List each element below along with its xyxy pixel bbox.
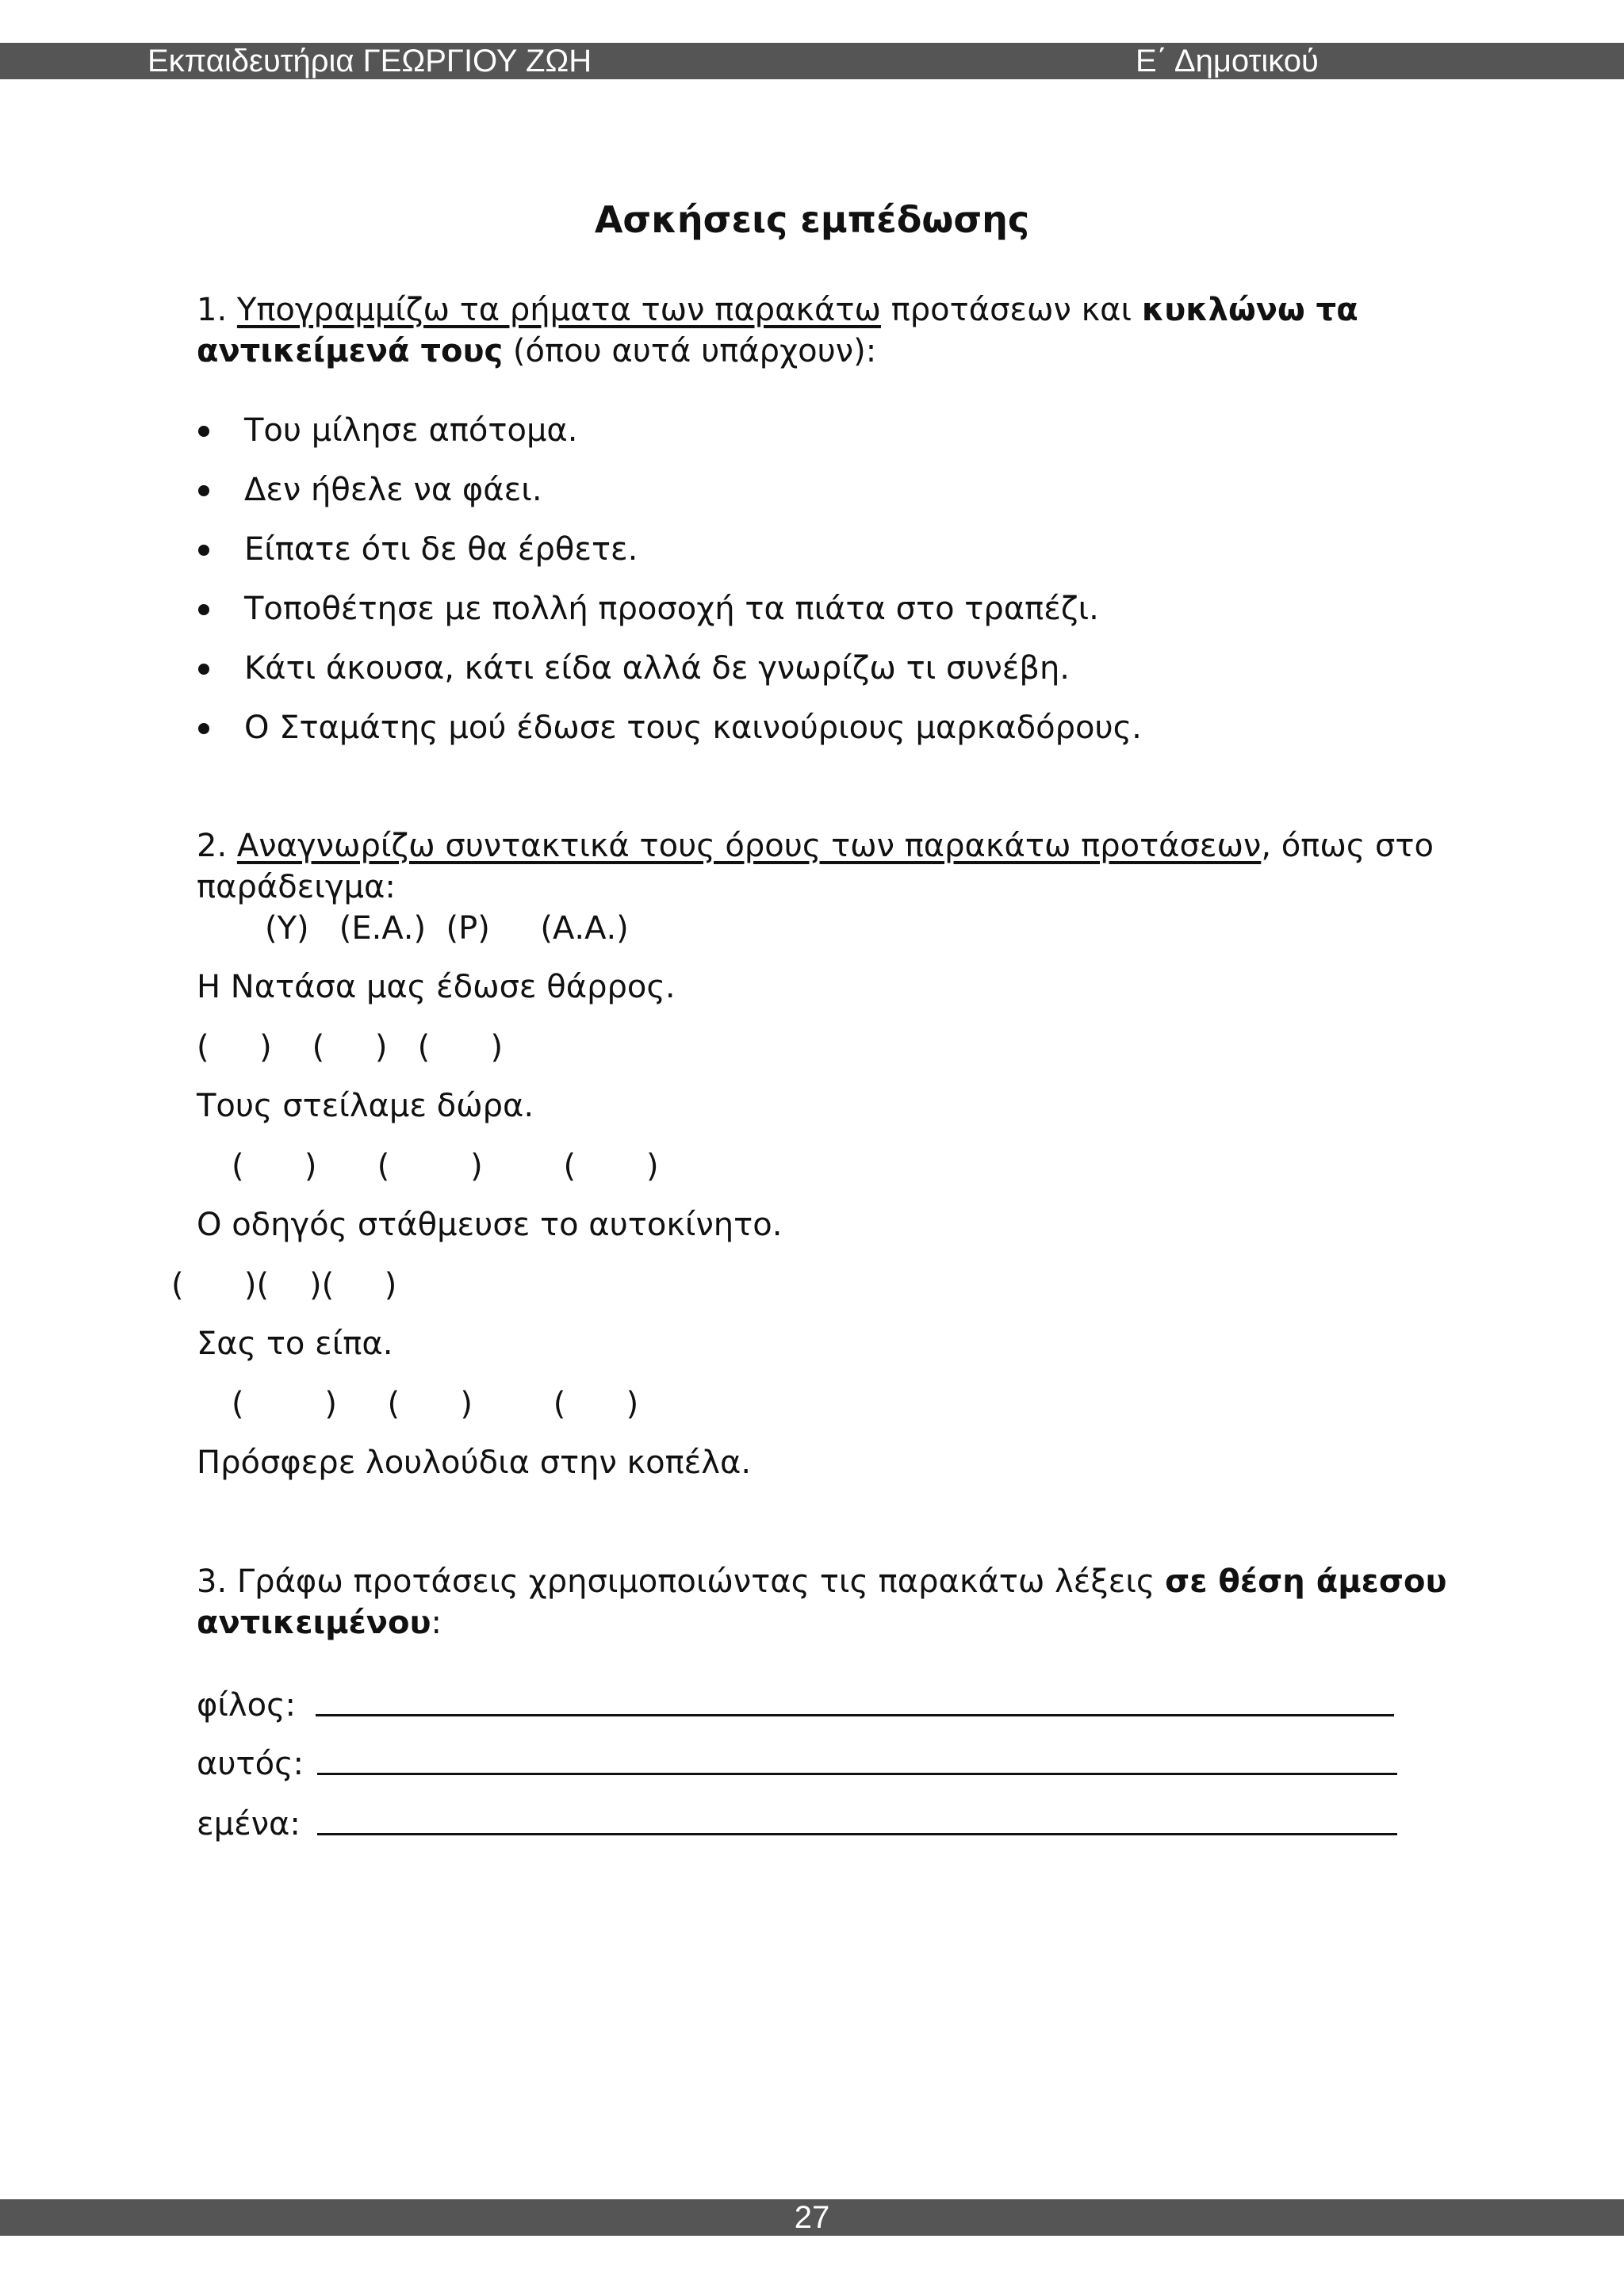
exercise-3-bold-text-2: αντικειμένου [197, 1605, 431, 1641]
answer-brackets: ( ) ( ) ( ) [232, 1386, 639, 1422]
list-item: Τοποθέτησε με πολλή προσοχή τα πιάτα στο τραπέζι. [244, 591, 1099, 627]
answer-label-aftos: αυτός: [197, 1746, 304, 1782]
exercise-2-sentence: Σας το είπα. [197, 1326, 393, 1362]
list-item: Είπατε ότι δε θα έρθετε. [244, 531, 638, 568]
exercise-1-bold-text-2: αντικείμενά τους [197, 333, 504, 369]
bullet-icon [198, 604, 209, 615]
answer-line-emena[interactable] [317, 1833, 1397, 1835]
exercise-3-instruction-line-1 [197, 1562, 1447, 1601]
answer-line-filos[interactable] [316, 1714, 1394, 1716]
header-school-name: Εκπαιδευτήρια ΓΕΩΡΓΙΟΥ ΖΩΗ [147, 44, 592, 78]
exercise-1-number: 1. [197, 292, 228, 328]
bullet-icon [198, 545, 209, 556]
exercise-2-instruction-line-1 [197, 826, 1434, 866]
exercise-3-bold-text: σε θέση άμεσου [1165, 1563, 1447, 1600]
answer-brackets: ( ) ( ) ( ) [197, 1029, 504, 1066]
exercise-2-sentence: Τους στείλαμε δώρα. [197, 1088, 534, 1124]
page-title: Ασκήσεις εμπέδωσης [594, 198, 1030, 241]
example-labels: (Υ) (Ε.Α.) (Ρ) (Α.Α.) [265, 910, 629, 947]
exercise-1-bold-text: κυκλώνω τα [1141, 292, 1358, 328]
answer-label-emena: εμένα: [197, 1806, 301, 1843]
exercise-2-number: 2. [197, 828, 228, 864]
exercise-2-sentence: Πρόσφερε λουλούδια στην κοπέλα. [197, 1445, 752, 1481]
exercise-1-instruction-line-1 [197, 290, 1358, 330]
header-grade: Ε΄ Δημοτικού [1136, 44, 1319, 78]
exercise-3-number: 3. [197, 1563, 228, 1600]
page-header [0, 43, 1624, 79]
bullet-icon [198, 426, 209, 437]
exercise-3-instruction-line-2 [197, 1603, 442, 1643]
exercise-2-sentence: Η Νατάσα μας έδωσε θάρρος. [197, 969, 676, 1005]
exercise-3-colon: : [431, 1605, 442, 1641]
list-item: Κάτι άκουσα, κάτι είδα αλλά δε γνωρίζω τι συνέβη. [244, 650, 1071, 687]
exercise-1-text-2: (όπου αυτά υπάρχουν): [512, 333, 877, 369]
exercise-2-sentence: Ο οδηγός στάθμευσε το αυτοκίνητο. [197, 1207, 783, 1243]
bullet-icon [198, 664, 209, 675]
exercise-2-text: , όπως στο [1261, 828, 1434, 864]
answer-label-filos: φίλος: [197, 1687, 297, 1724]
list-item: Του μίλησε απότομα. [244, 412, 578, 449]
answer-brackets: ( )( )( ) [171, 1267, 397, 1303]
exercise-3-text: Γράφω προτάσεις χρησιμοποιώντας τις παρακάτω λέξεις [236, 1563, 1155, 1600]
bullet-icon [198, 723, 209, 734]
exercise-2-underlined-text: Αναγνωρίζω συντακτικά τους όρους των παρακάτω προτάσεων [236, 828, 1262, 864]
exercise-1-text: προτάσεων και [891, 292, 1132, 328]
exercise-1-instruction-line-2 [197, 331, 876, 371]
page-number: 27 [794, 2200, 830, 2235]
exercise-1-underlined-text: Υπογραμμίζω τα ρήματα των παρακάτω [236, 292, 881, 328]
exercise-2-instruction-line-2: παράδειγμα: [197, 869, 396, 905]
bullet-icon [198, 485, 209, 496]
list-item: Δεν ήθελε να φάει. [244, 472, 542, 508]
list-item: Ο Σταμάτης μού έδωσε τους καινούριους μαρκαδόρους. [244, 710, 1142, 746]
answer-brackets: ( ) ( ) ( ) [232, 1148, 659, 1184]
answer-line-aftos[interactable] [317, 1773, 1397, 1775]
page-footer [0, 2199, 1624, 2236]
